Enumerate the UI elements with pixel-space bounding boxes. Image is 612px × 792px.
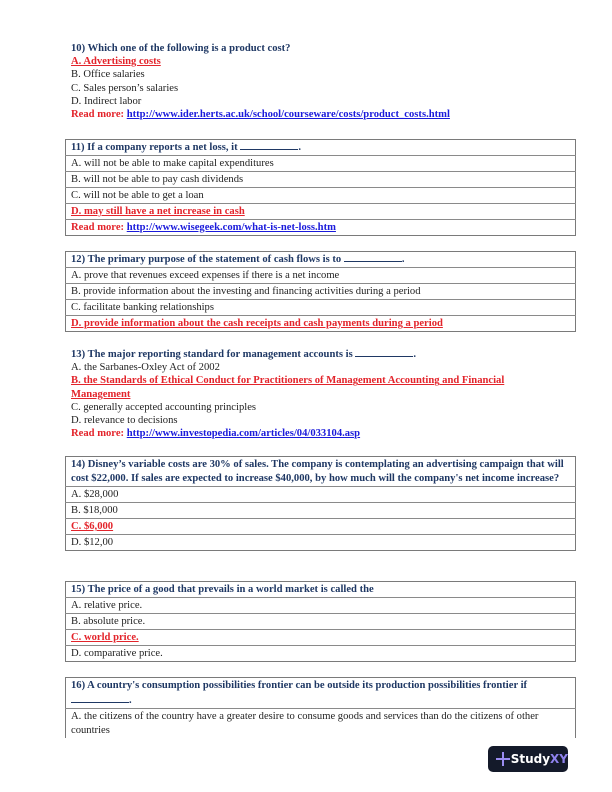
question-text: 15) The price of a good that prevails in a world market is called the (71, 583, 374, 595)
option: A. will not be able to make capital expenditures (66, 156, 576, 172)
question-text: 10) Which one of the following is a product cost? (71, 43, 291, 54)
read-more (66, 427, 576, 440)
option: C. generally accepted accounting principles (71, 401, 257, 413)
option: B. will not be able to pay cash dividends (66, 172, 576, 188)
correct-answer: C. world price. (66, 630, 576, 646)
option: D. Indirect labor (71, 95, 142, 107)
option: C. Sales person’s salaries (71, 82, 179, 94)
option: B. absolute price. (66, 614, 576, 630)
brand-name (511, 752, 568, 766)
question-11 (65, 139, 576, 236)
read-more-link[interactable]: http://www.wisegeek.com/what-is-net-loss.htm (126, 221, 336, 233)
option: A. the Sarbanes-Oxley Act of 2002 (71, 362, 220, 374)
answer-blank (344, 252, 402, 262)
correct-answer: A. Advertising costs (71, 56, 161, 68)
question-text: 12) The primary purpose of the statement of cash flows is to (71, 254, 342, 266)
question-text: 11) If a company reports a net loss, it (71, 142, 238, 154)
option: A. relative price. (66, 598, 576, 614)
option: B. provide information about the investing and financing activities during a period (66, 284, 576, 300)
option: C. facilitate banking relationships (66, 300, 576, 316)
question-text: 16) A country's consumption possibilities frontier can be outside its production possibilities frontier if (71, 680, 528, 691)
correct-answer: C. $6,000 (66, 519, 576, 535)
option: A. the citizens of the country have a greater desire to consume goods and services than do the citizens of other countries (66, 709, 576, 739)
correct-answer: D. provide information about the cash receipts and cash payments during a period (66, 316, 576, 332)
option: C. will not be able to get a loan (66, 188, 576, 204)
brand-accent: XY (550, 752, 568, 766)
option: D. comparative price. (66, 646, 576, 662)
studyxy-logo[interactable] (488, 746, 568, 772)
correct-answer: D. may still have a net increase in cash (66, 204, 576, 220)
question-row: 11) If a company reports a net loss, it . (71, 142, 301, 154)
question-14 (65, 456, 576, 551)
read-more-label: Read more: (71, 221, 125, 233)
question-13 (66, 347, 576, 440)
option: A. prove that revenues exceed expenses if there is a net income (66, 268, 576, 284)
brand-main: Study (510, 752, 551, 766)
read-more-link[interactable]: http://www.ider.herts.ac.uk/school/courseware/costs/product_costs.html (126, 109, 450, 121)
answer-blank (240, 140, 298, 150)
plus-icon (496, 752, 506, 766)
read-more (66, 220, 576, 236)
option: B. $18,000 (66, 503, 576, 519)
read-more-label: Read more: (71, 428, 125, 440)
answer-blank (71, 693, 129, 703)
question-row: 16) A country's consumption possibilities frontier can be outside its production possibilities frontier if . (71, 680, 528, 706)
read-more-label: Read more: (71, 109, 125, 121)
correct-answer: B. the Standards of Ethical Conduct for Practitioners of Management Accounting and Financial (71, 375, 505, 387)
option: D. $12,00 (66, 535, 576, 551)
read-more-link[interactable]: http://www.investopedia.com/articles/04/033104.asp (126, 428, 361, 440)
question-10 (66, 42, 576, 121)
question-row: 12) The primary purpose of the statement of cash flows is to . (71, 254, 405, 266)
question-text: 13) The major reporting standard for management accounts is (71, 349, 353, 360)
question-text: 14) Disney’s variable costs are 30% of sales. The company is contemplating an advertising campaign that will cost $22,000. If sales are expected to increase $40,000, by how much will the company's net income increase? (71, 459, 564, 484)
question-15 (65, 581, 576, 662)
read-more (66, 108, 576, 121)
correct-answer-continued: Management (71, 388, 131, 400)
option: A. $28,000 (66, 487, 576, 503)
question-row: 13) The major reporting standard for management accounts is . (71, 349, 417, 360)
option: B. Office salaries (71, 69, 145, 81)
question-16 (65, 677, 576, 738)
answer-blank (355, 347, 413, 357)
question-12 (65, 251, 576, 332)
option: D. relevance to decisions (71, 415, 178, 427)
